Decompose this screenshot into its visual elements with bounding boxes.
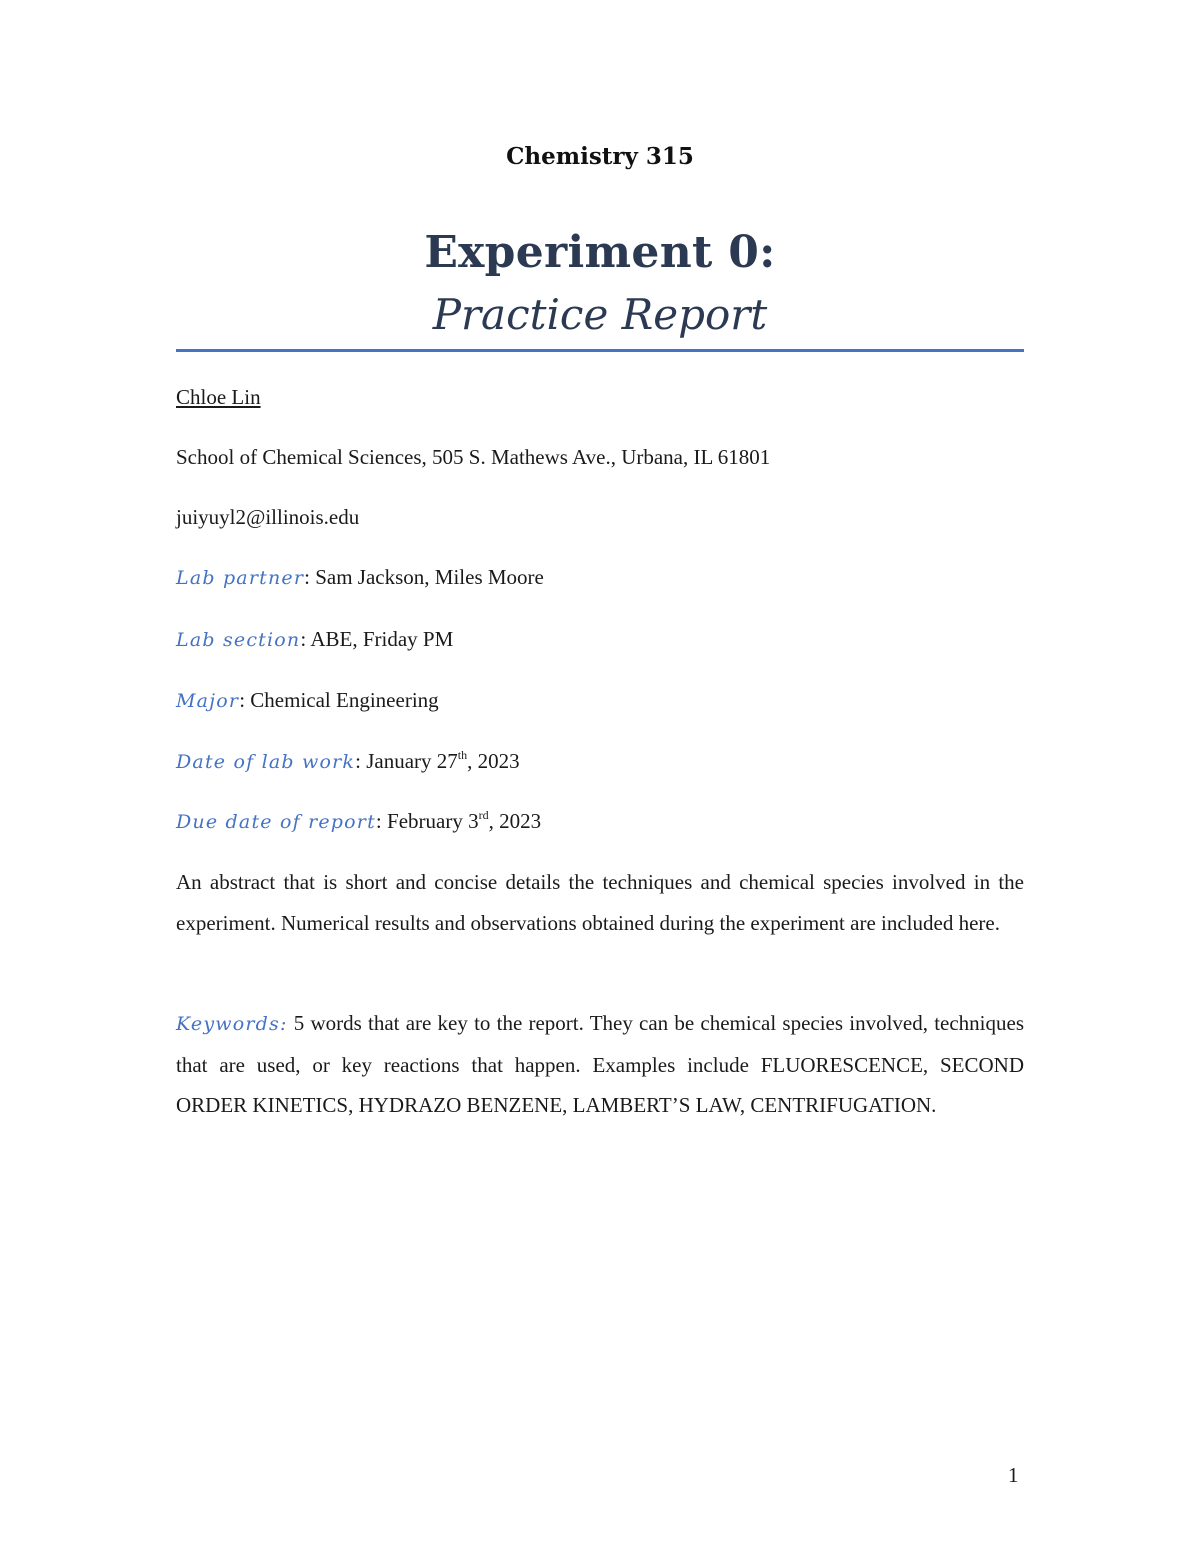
abstract-paragraph: An abstract that is short and concise details the techniques and chemical species involved in the experiment. Numerical results and observations obtained during the experiment are included here. — [176, 870, 1024, 935]
lab-date-value: January 27 — [366, 749, 458, 773]
due-date-value: February 3 — [387, 809, 479, 833]
lab-date-year: , 2023 — [467, 749, 520, 773]
report-subtitle: Practice Report — [432, 290, 768, 339]
due-date-year: , 2023 — [488, 809, 542, 833]
keywords-text: 5 words that are key to the report. They can be chemical species involved, techniques that are used, or key reactions that happen. Examples include FLUORESCENCE, SECOND ORDER KINETICS, HYDRAZO BENZENE, LAMBERT’S LAW, CENTRIFUGATION. — [176, 1011, 1025, 1117]
course-name: Chemistry 315 — [506, 143, 694, 170]
title-divider — [176, 349, 1024, 352]
lab-partner-value: Sam Jackson, Miles Moore — [315, 565, 544, 589]
lab-partner-row — [176, 564, 544, 591]
keywords-label: Keywords: — [176, 1013, 288, 1035]
lab-partner-label: Lab partner — [176, 567, 305, 589]
lab-section-value: ABE, Friday PM — [310, 627, 454, 651]
due-date-row — [176, 808, 541, 835]
major-value: Chemical Engineering — [250, 688, 439, 712]
major-label: Major — [176, 690, 240, 712]
lab-date-label: Date of lab work — [176, 751, 356, 773]
lab-section-row — [176, 626, 453, 653]
lab-date-suffix: th — [457, 748, 468, 762]
lab-section-label: Lab section — [176, 629, 301, 651]
separator: : — [239, 688, 251, 712]
author-email: juiyuyl2@illinois.edu — [176, 505, 360, 529]
author-name: Chloe Lin — [176, 385, 261, 409]
due-date-suffix: rd — [478, 808, 489, 822]
due-date-label: Due date of report — [176, 811, 376, 833]
report-title: Experiment 0: — [424, 227, 776, 278]
separator: : — [304, 565, 316, 589]
separator: : — [300, 627, 311, 651]
major-row — [176, 687, 439, 714]
separator: : — [355, 749, 367, 773]
separator: : — [375, 809, 388, 833]
page-number: 1 — [1008, 1463, 1019, 1487]
lab-date-row — [176, 748, 520, 775]
keywords-paragraph — [176, 1003, 1024, 1126]
author-affiliation: School of Chemical Sciences, 505 S. Mathews Ave., Urbana, IL 61801 — [176, 445, 771, 469]
